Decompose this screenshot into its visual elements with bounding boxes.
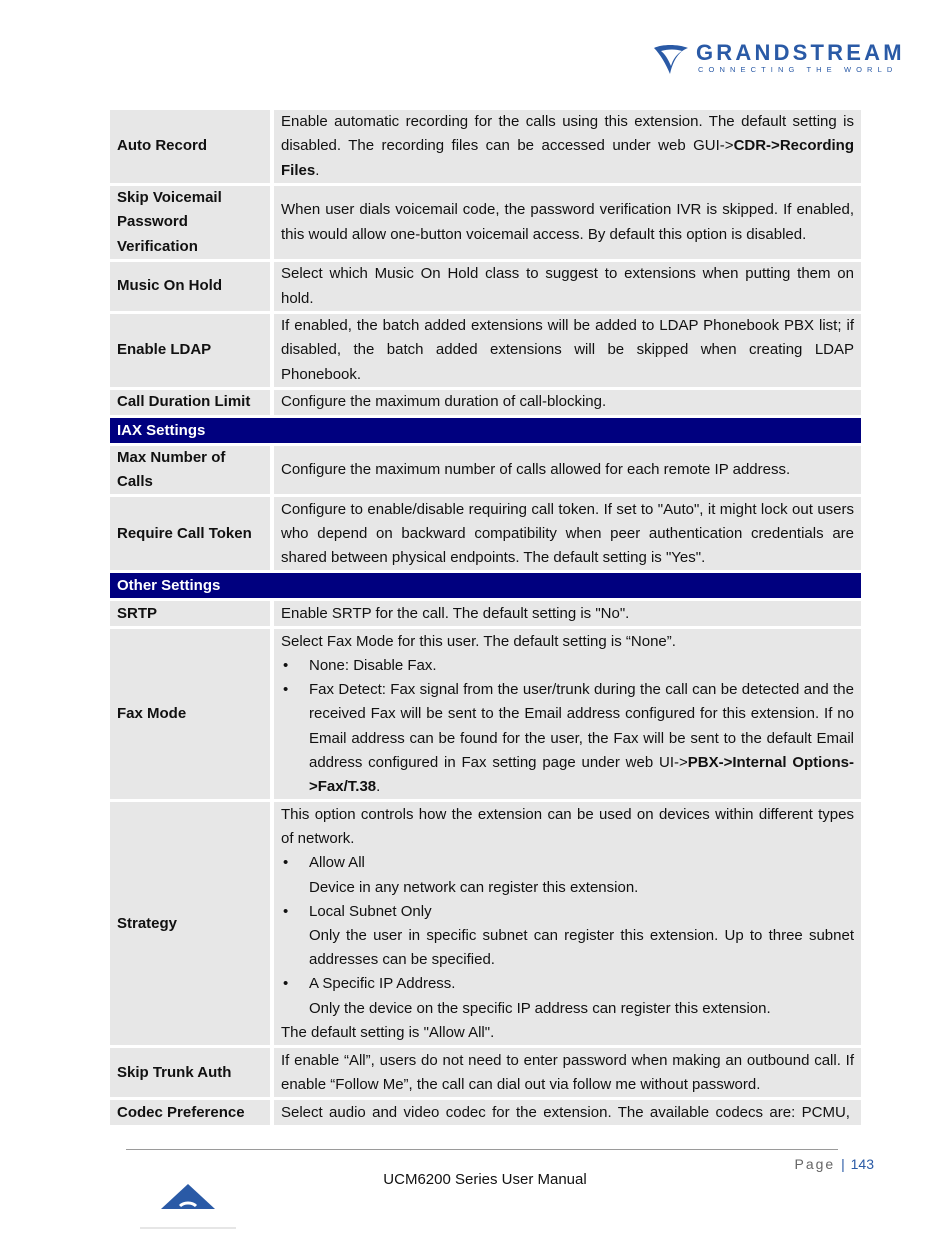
parameters-table: [110, 107, 861, 1128]
page-number: [795, 1156, 874, 1172]
section-header-other: [110, 573, 861, 598]
param-label: Fax Mode: [110, 629, 274, 799]
manual-title: UCM6200 Series User Manual: [383, 1171, 587, 1188]
param-description: Configure to enable/disable requiring call token. If set to "Auto", it might lock out users who depend on backward compatibility when peer authentication credentials are shared between physical endpoints. The default setting is "Yes".: [274, 497, 861, 570]
table-row: [110, 1048, 861, 1097]
desc-intro: Select Fax Mode for this user. The default setting is “None”.: [281, 632, 676, 650]
option-title: • Allow All: [309, 854, 365, 872]
desc-text: Fax Detect: Fax signal from the user/trunk during the call can be detected and the received Fax will be sent to the Email address configured for this extension. If no Email address can be found for the user, the Fax will be sent to the default Email address configured in Fax setting page under web UI->: [309, 681, 854, 771]
page-label: Page: [794, 1156, 836, 1172]
menu-path: CDR->Recording Files: [281, 137, 854, 179]
param-description: Configure the maximum duration of call-blocking.: [274, 390, 861, 415]
table-row: [110, 802, 861, 1045]
param-label: Strategy: [110, 802, 274, 1045]
grandstream-logo: [652, 40, 908, 80]
table-row: [110, 497, 861, 570]
bullet-list: [281, 654, 854, 799]
list-item: [309, 972, 854, 1020]
param-label: SRTP: [110, 601, 274, 626]
param-label: Skip Trunk Auth: [110, 1048, 274, 1097]
section-title: IAX Settings: [110, 418, 861, 443]
list-item: [309, 851, 854, 899]
option-title: • Local Subnet Only: [309, 902, 432, 920]
section-header-iax: [110, 418, 861, 443]
param-description: If enable “All”, users do not need to enter password when making an outbound call. If enable “Follow Me”, the call can dial out via follow me without password.: [274, 1048, 861, 1097]
option-title: • A Specific IP Address.: [309, 975, 456, 993]
param-label: Auto Record: [110, 110, 274, 183]
desc-text: Enable automatic recording for the calls using this extension. The default setting is disabled. The recording files can be accessed under web GUI->: [281, 113, 854, 155]
param-description: [274, 802, 861, 1045]
param-label: Require Call Token: [110, 497, 274, 570]
param-label: Music On Hold: [110, 262, 274, 311]
param-description: If enabled, the batch added extensions will be added to LDAP Phonebook PBX list; if disabled, the batch added extensions will be skipped when creating LDAP Phonebook.: [274, 314, 861, 387]
param-label: Codec Preference: [110, 1100, 274, 1125]
page-separator: |: [841, 1156, 845, 1172]
param-label: Max Number of Calls: [110, 446, 274, 494]
footer-divider: [126, 1149, 838, 1150]
param-label: Enable LDAP: [110, 314, 274, 387]
table-row: [110, 314, 861, 387]
param-description: [274, 629, 861, 799]
param-description: Enable SRTP for the call. The default setting is "No".: [274, 601, 861, 626]
table-row: [110, 446, 861, 494]
table-row: [110, 601, 861, 626]
param-description: When user dials voicemail code, the password verification IVR is skipped. If enabled, this would allow one-button voicemail access. By default this option is disabled.: [274, 186, 861, 259]
list-item: [309, 900, 854, 973]
table-row: [110, 186, 861, 259]
footer-logo-icon: [140, 1184, 236, 1234]
param-description: Select which Music On Hold class to suggest to extensions when putting them on hold.: [274, 262, 861, 311]
desc-text: .: [315, 161, 320, 179]
table-row: [110, 629, 861, 799]
desc-text: .: [376, 777, 381, 795]
param-description: [274, 110, 861, 183]
param-description: Select audio and video codec for the extension. The available codecs are: PCMU,: [274, 1100, 861, 1125]
table-row: [110, 262, 861, 311]
brand-name: GRANDSTREAM: [696, 40, 905, 65]
grandstream-logo-icon: [652, 42, 690, 76]
table-row: [110, 110, 861, 183]
section-title: Other Settings: [110, 573, 861, 598]
menu-path: PBX->Internal Options->Fax/T.38: [309, 753, 854, 795]
desc-intro: This option controls how the extension can be used on devices within different types of network.: [281, 805, 854, 848]
option-description: Only the user in specific subnet can register this extension. Up to three subnet addresses can be specified.: [309, 926, 854, 969]
param-label: Call Duration Limit: [110, 390, 274, 415]
option-description: Device in any network can register this extension.: [309, 878, 639, 896]
option-description: Only the device on the specific IP address can register this extension.: [309, 999, 771, 1017]
page-number-value: 143: [850, 1156, 874, 1172]
param-label: Skip Voicemail Password Verification: [110, 186, 274, 259]
desc-outro: The default setting is "Allow All".: [281, 1023, 495, 1041]
list-item: [309, 678, 854, 799]
table-row: [110, 390, 861, 415]
list-item: • None: Disable Fax.: [309, 654, 854, 678]
brand-tagline: CONNECTING THE WORLD: [698, 65, 898, 74]
table-row: [110, 1100, 861, 1125]
bullet-list: [281, 851, 854, 1020]
param-description: Configure the maximum number of calls allowed for each remote IP address.: [274, 446, 861, 494]
